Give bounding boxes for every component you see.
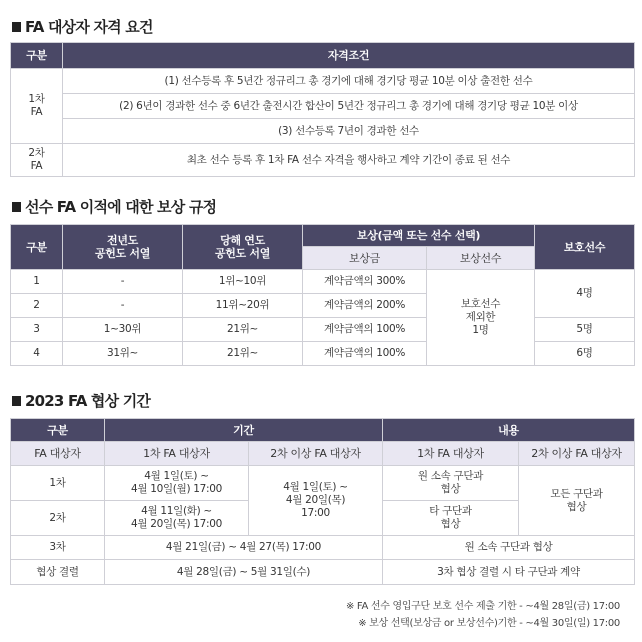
- section-title-negotiation-period: [12, 390, 150, 411]
- square-bullet-icon: [12, 202, 21, 212]
- tier2-condition: 최초 선수 등록 후 1차 FA 선수 자격을 행사하고 계약 기간이 종료 된 선수: [63, 144, 635, 177]
- header-first-fa-content: 1차 FA 대상자: [383, 442, 519, 466]
- row-money: 계약금액의 300%: [303, 270, 427, 294]
- row-curr-rank: 1위~10위: [183, 270, 303, 294]
- header-fa-target: FA 대상자: [11, 442, 105, 466]
- negotiation-period-table: [10, 418, 635, 585]
- row-prev-rank: 31위~: [63, 342, 183, 366]
- header-second-fa: 2차 이상 FA 대상자: [249, 442, 383, 466]
- tier2-label: 2차 FA: [11, 144, 63, 177]
- round1-first-period: 4월 1일(토) ~ 4월 10일(월) 17:00: [105, 466, 249, 501]
- round-label: 3차: [11, 536, 105, 560]
- row-prev-rank: 1~30위: [63, 318, 183, 342]
- tier1-label: 1차 FA: [11, 69, 63, 144]
- protect-count-3: 5명: [535, 318, 635, 342]
- header-second-fa-content: 2차 이상 FA 대상자: [519, 442, 635, 466]
- row-money: 계약금액의 100%: [303, 342, 427, 366]
- header-compensation-money: 보상금: [303, 247, 427, 270]
- row-curr-rank: 11위~20위: [183, 294, 303, 318]
- row-prev-rank: -: [63, 270, 183, 294]
- row-no: 1: [11, 270, 63, 294]
- header-period: 기간: [105, 419, 383, 442]
- footnote-compensation-choice-deadline: ※ 보상 선택(보상금 or 보상선수)기한 - ~4월 30일(일) 17:00: [358, 618, 620, 629]
- row-no: 4: [11, 342, 63, 366]
- section-title-compensation: [12, 196, 216, 217]
- header-compensation: 보상(금액 또는 선수 선택): [303, 225, 535, 247]
- breakdown-period: 4월 28일(금) ~ 5월 31일(수): [105, 560, 383, 585]
- player-compensation: 보호선수 제외한 1명: [427, 270, 535, 366]
- row-money: 계약금액의 100%: [303, 318, 427, 342]
- table-row: [11, 342, 635, 366]
- row-no: 3: [11, 318, 63, 342]
- row-prev-rank: -: [63, 294, 183, 318]
- protect-count-4: 6명: [535, 342, 635, 366]
- round12-second-content: 모든 구단과 협상: [519, 466, 635, 536]
- tier1-condition-2: (2) 6년이 경과한 선수 중 6년간 출전시간 합산이 5년간 정규리그 총 경기에 대해 경기당 평균 10분 이상: [63, 94, 635, 119]
- header-category: 구분: [11, 43, 63, 69]
- row-money: 계약금액의 200%: [303, 294, 427, 318]
- tier1-condition-3: (3) 선수등록 7년이 경과한 선수: [63, 119, 635, 144]
- fa-eligibility-table: [10, 42, 635, 177]
- tier1-condition-1: (1) 선수등록 후 5년간 정규리그 총 경기에 대해 경기당 평균 10분 이상 출전한 선수: [63, 69, 635, 94]
- round-label: 2차: [11, 501, 105, 536]
- table-row: [11, 560, 635, 585]
- table-row: [11, 536, 635, 560]
- header-prev-year-rank: 전년도 공헌도 서열: [63, 225, 183, 270]
- compensation-table: [10, 224, 635, 366]
- table-row: [11, 270, 635, 294]
- round2-first-period: 4월 11일(화) ~ 4월 20일(목) 17:00: [105, 501, 249, 536]
- header-first-fa: 1차 FA 대상자: [105, 442, 249, 466]
- round-label: 협상 결렬: [11, 560, 105, 585]
- section-title-fa-eligibility: [12, 16, 153, 37]
- header-category: 구분: [11, 419, 105, 442]
- table-row: [11, 466, 635, 501]
- row-no: 2: [11, 294, 63, 318]
- section-title-text: 선수 FA 이적에 대한 보상 규정: [25, 198, 217, 216]
- round-label: 1차: [11, 466, 105, 501]
- section-title-text: FA 대상자 자격 요건: [25, 18, 153, 36]
- breakdown-content: 3차 협상 결렬 시 타 구단과 계약: [383, 560, 635, 585]
- row-curr-rank: 21위~: [183, 342, 303, 366]
- protect-count-1-2: 4명: [535, 270, 635, 318]
- round3-period: 4월 21일(금) ~ 4월 27(목) 17:00: [105, 536, 383, 560]
- footnote-protected-player-deadline: ※ FA 선수 영입구단 보호 선수 제출 기한 - ~4월 28일(금) 17:00: [345, 601, 620, 612]
- round2-content: 타 구단과 협상: [383, 501, 519, 536]
- header-category: 구분: [11, 225, 63, 270]
- row-curr-rank: 21위~: [183, 318, 303, 342]
- table-row: [11, 318, 635, 342]
- header-curr-year-rank: 당해 연도 공헌도 서열: [183, 225, 303, 270]
- round1-content: 원 소속 구단과 협상: [383, 466, 519, 501]
- section-title-text: 2023 FA 협상 기간: [25, 392, 151, 410]
- header-qualification: 자격조건: [63, 43, 635, 69]
- round12-second-period: 4월 1일(토) ~ 4월 20일(목) 17:00: [249, 466, 383, 536]
- header-protected-players: 보호선수: [535, 225, 635, 270]
- square-bullet-icon: [12, 396, 21, 406]
- round3-content: 원 소속 구단과 협상: [383, 536, 635, 560]
- square-bullet-icon: [12, 22, 21, 32]
- header-content: 내용: [383, 419, 635, 442]
- header-compensation-player: 보상선수: [427, 247, 535, 270]
